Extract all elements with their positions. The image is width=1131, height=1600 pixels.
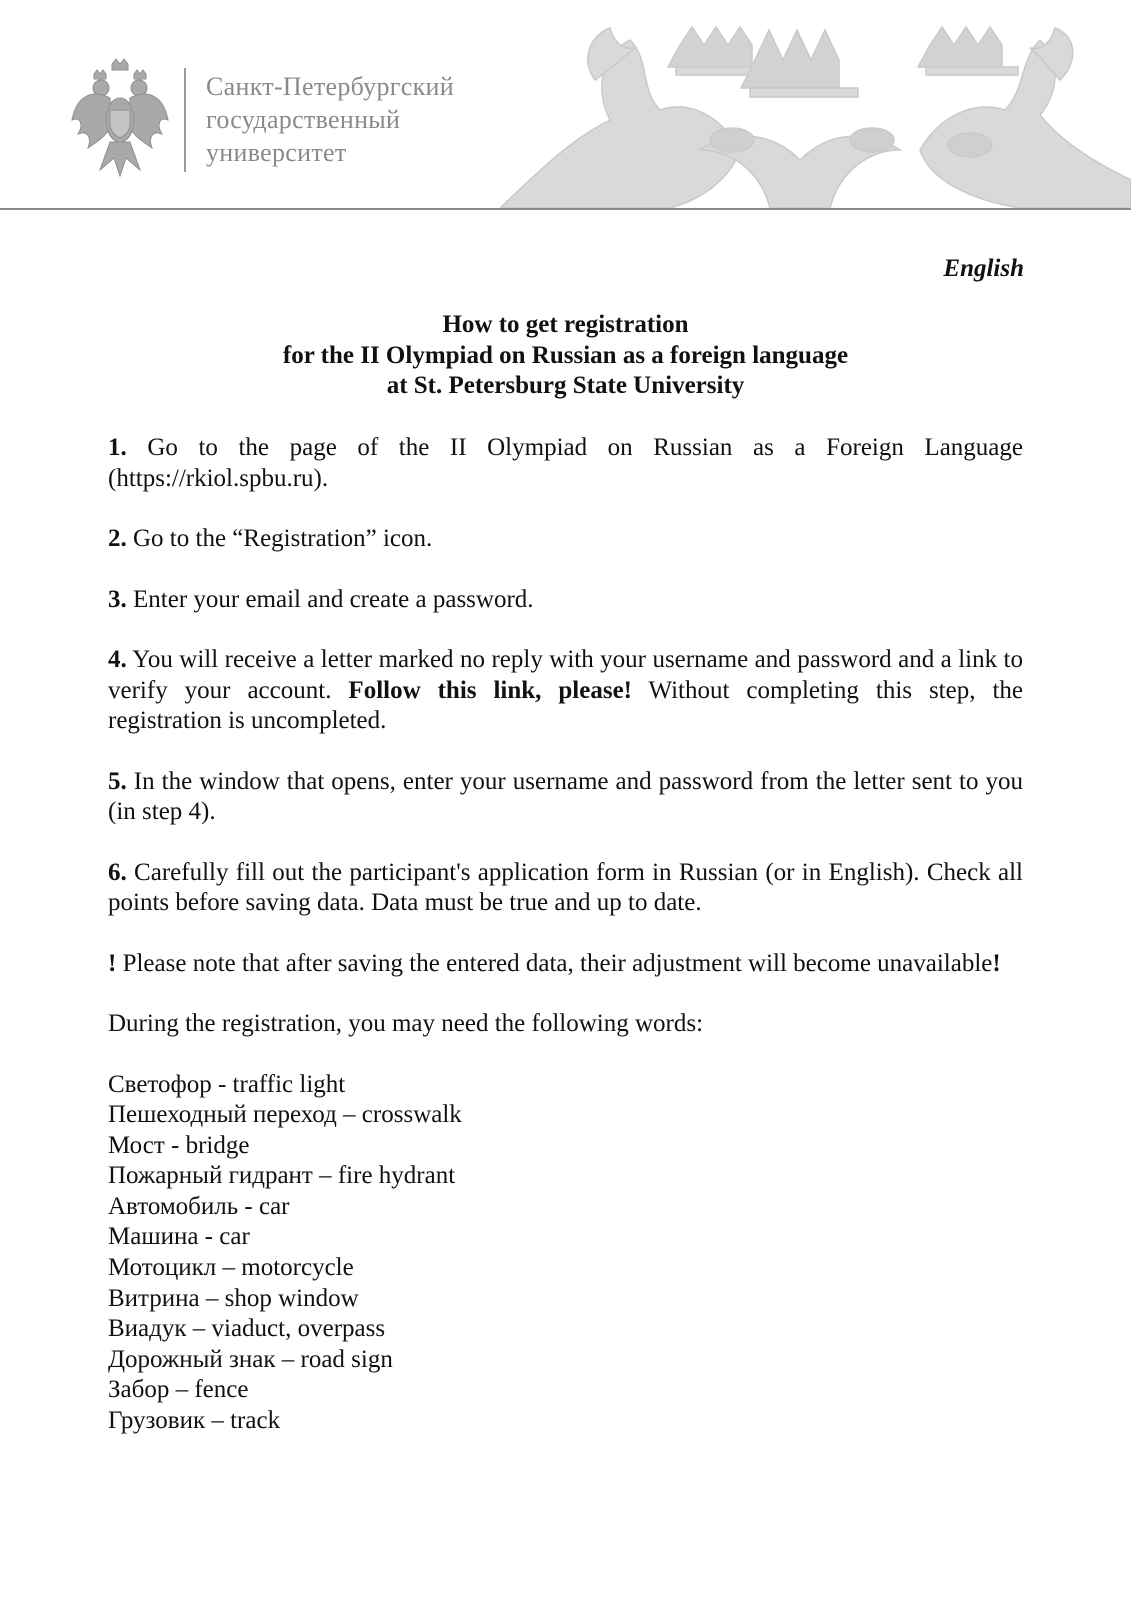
step-6: [108, 858, 1023, 919]
vocabulary-item: Забор – fence: [108, 1376, 249, 1404]
exclamation-mark: !: [108, 949, 117, 977]
step-number: 4.: [108, 646, 127, 673]
step-text: You will receive a letter marked no reply with your username and password and a link to verify your account.: [108, 646, 1023, 704]
vocabulary-item: Машина - car: [108, 1223, 250, 1251]
step-number: 3.: [108, 585, 127, 613]
letterhead: [0, 0, 1131, 212]
step-number: 2.: [108, 525, 127, 552]
step-5: [108, 767, 1023, 828]
warning-note: [108, 949, 1023, 980]
vocabulary-item: Мост - bridge: [108, 1131, 250, 1159]
step-text: In the window that opens, enter your username and password from the letter sent to you (in step 4).: [108, 767, 1023, 825]
step-1: [108, 433, 1023, 494]
university-name: [206, 70, 454, 169]
header-rule: [0, 208, 1131, 210]
document-title: [0, 310, 1131, 402]
title-line: How to get registration: [442, 311, 689, 338]
step-text: Enter your email and create a password.: [126, 585, 534, 613]
griffins-with-crowns-decoration: [500, 20, 1131, 208]
step-2: [108, 524, 1023, 555]
university-name-line: государственный: [206, 105, 401, 134]
step-3: [108, 585, 1023, 616]
university-name-line: Санкт-Петербургский: [206, 72, 454, 101]
step-text-continued: Without completing this step, the registration is uncompleted.: [108, 676, 1023, 734]
vocabulary-item: Дорожный знак – road sign: [108, 1345, 393, 1373]
warning-text: Please note that after saving the entered data, their adjustment will become unavailable: [116, 949, 993, 977]
vocabulary-item: Пешеходный переход – crosswalk: [108, 1101, 462, 1129]
vocabulary-item: Автомобиль - car: [108, 1192, 290, 1220]
document-body: [108, 433, 1023, 1437]
vocabulary-item: Светофор - traffic light: [108, 1070, 346, 1098]
vocabulary-item: Пожарный гидрант – fire hydrant: [108, 1162, 456, 1190]
vocabulary-list: [108, 1070, 1023, 1437]
step-text: Carefully fill out the participant's application form in Russian (or in English). Check all points before saving data. Data must be true and up to date.: [108, 858, 1023, 916]
vocabulary-item: Виадук – viaduct, overpass: [108, 1315, 386, 1343]
title-line: at St. Petersburg State University: [386, 372, 745, 399]
step-number: 1.: [108, 434, 127, 461]
step-emphasis: Follow this link, please!: [348, 676, 632, 704]
exclamation-mark: !: [992, 949, 1001, 977]
step-text: Go to the page of the II Olympiad on Russian as a Foreign Language (https://rkiol.spbu.ru).: [108, 434, 1023, 492]
vocabulary-item: Витрина – shop window: [108, 1284, 359, 1312]
language-label: English: [943, 255, 1024, 282]
double-headed-eagle-emblem-icon: [70, 58, 170, 180]
university-name-line: университет: [206, 138, 347, 167]
vocabulary-intro: During the registration, you may need the following words:: [108, 1010, 704, 1037]
step-4: [108, 645, 1023, 737]
vocabulary-item: Грузовик – track: [108, 1407, 281, 1435]
vocabulary-item: Мотоцикл – motorcycle: [108, 1254, 354, 1282]
step-number: 5.: [108, 767, 127, 795]
step-number: 6.: [108, 858, 127, 886]
title-line: for the II Olympiad on Russian as a foreign language: [282, 341, 849, 369]
step-text: Go to the “Registration” icon.: [126, 525, 433, 552]
letterhead-divider: [184, 68, 186, 172]
